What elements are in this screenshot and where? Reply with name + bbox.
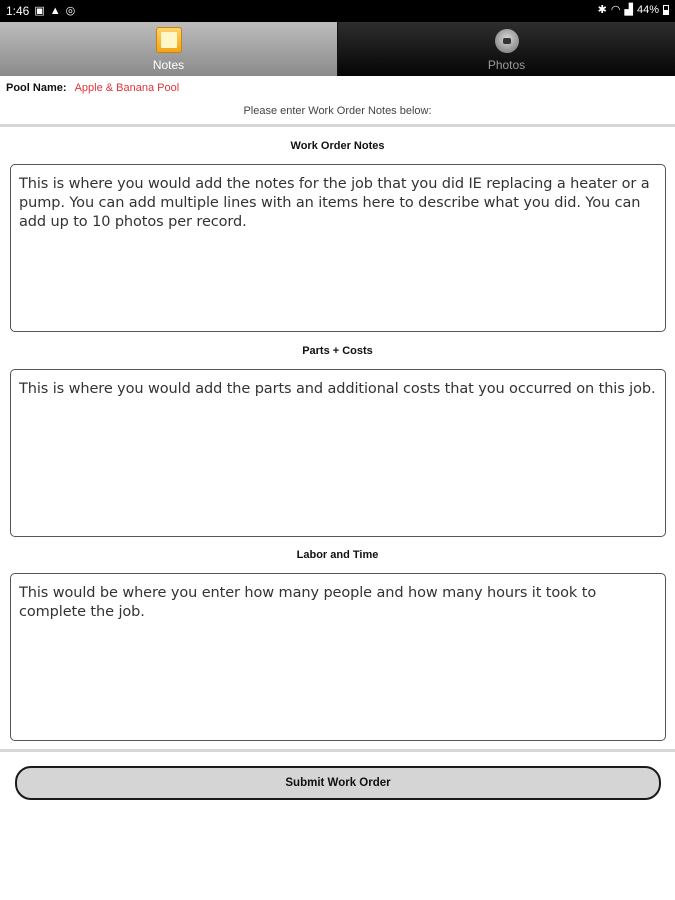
notes-icon: [156, 27, 182, 53]
battery-icon: [663, 5, 669, 15]
parts-costs-label: Parts + Costs: [302, 345, 373, 357]
pool-name-row: [6, 82, 179, 94]
status-left: [6, 4, 75, 18]
camera-icon: [495, 29, 519, 53]
instructions-text: Please enter Work Order Notes below:: [243, 105, 432, 117]
wifi-icon: ◠: [610, 4, 621, 16]
divider-top: [0, 124, 675, 127]
tab-bar: [0, 22, 675, 76]
status-time: 1:46: [6, 4, 30, 18]
parts-costs-input[interactable]: This is where you would add the parts and additional costs that you occurred on this job.: [10, 369, 666, 537]
tab-photos-label: Photos: [487, 58, 526, 72]
pool-name-label: Pool Name:: [6, 82, 67, 94]
battery-percent: 44%: [636, 4, 659, 16]
image-notification-icon: ▣: [34, 5, 45, 17]
work-order-notes-input[interactable]: This is where you would add the notes for the job that you did IE replacing a heater or a pump. You can add multiple lines with an items here to describe what you did. You can add up to 10 photos per record.: [10, 164, 666, 332]
labor-time-input[interactable]: This would be where you enter how many people and how many hours it took to complete the job.: [10, 573, 666, 741]
tab-notes-label: Notes: [152, 58, 185, 72]
labor-time-label: Labor and Time: [296, 549, 379, 561]
divider-bottom: [0, 749, 675, 752]
tab-notes[interactable]: [0, 22, 337, 76]
nfc-icon: ✱: [597, 4, 607, 16]
work-order-notes-label: Work Order Notes: [290, 140, 385, 152]
status-right: [598, 4, 669, 16]
submit-work-order-button[interactable]: Submit Work Order: [15, 766, 661, 800]
tab-photos[interactable]: [337, 22, 675, 76]
sync-notification-icon: ◎: [65, 5, 76, 17]
pool-name-value: Apple & Banana Pool: [74, 82, 180, 94]
warning-notification-icon: ▲: [49, 5, 61, 17]
signal-icon: ▟: [624, 4, 633, 16]
status-bar: [0, 0, 675, 22]
